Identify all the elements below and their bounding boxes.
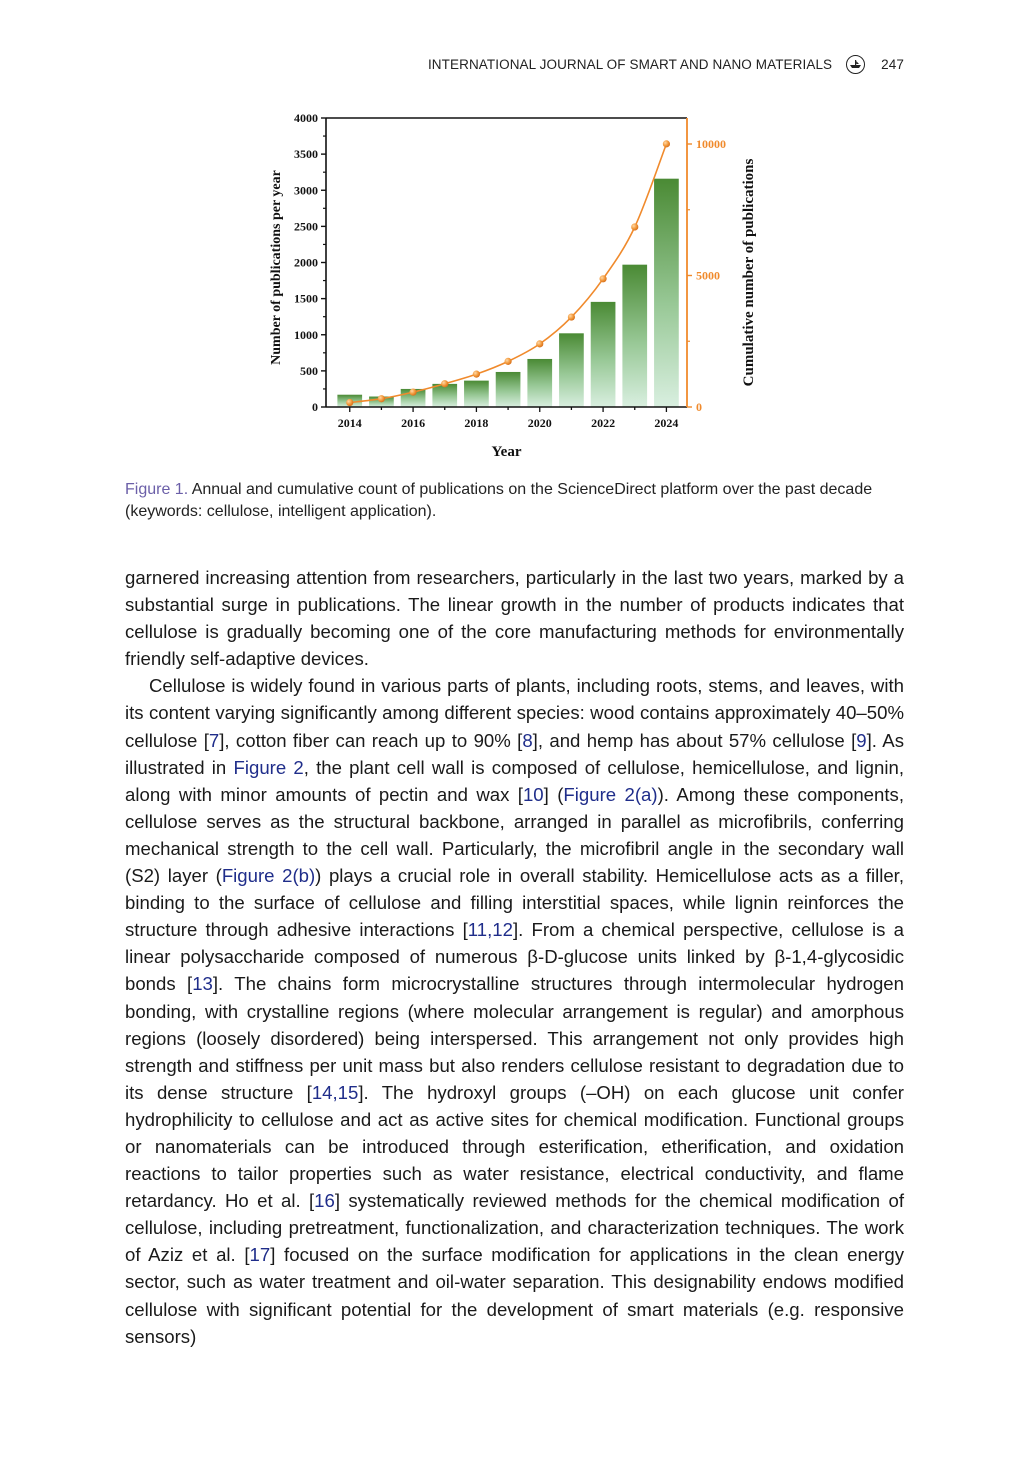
cumulative-point-2023 [631,223,638,230]
bar-2018 [464,381,489,407]
text: ], and hemp has about 57% cellulose [ [532,729,857,751]
cumulative-point-2021 [568,313,575,320]
page-number: 247 [881,57,904,72]
cumulative-point-2022 [599,275,606,282]
svg-text:0: 0 [312,400,318,414]
text: ) plays a crucial role in overall stability. Hemicellulose acts as a filler, binding to the surface of cellulose and filling interstitial spaces, while lignin reinforces the structure through adhesive interactions [ [125,865,905,941]
figure-caption [125,479,905,523]
bar-2017 [432,384,457,407]
text: garnered increasing attention from researchers, particularly in the last two years, marked by a substantial surge in publications. The linear growth in the number of products indicates that cellulose is gradually becoming one of the core manufacturing methods for environmentally friendly self-adaptive devices. [125,567,904,670]
bar-2019 [496,372,521,407]
svg-text:500: 500 [300,363,318,378]
svg-text:2020: 2020 [527,416,552,430]
bar-2022 [591,302,616,407]
cumulative-point-2020 [536,340,543,347]
cumulative-line-series [346,140,670,406]
x-axis-label: Year [491,444,522,460]
bar-2023 [622,265,647,407]
cumulative-point-2019 [504,358,511,365]
cumulative-point-2018 [473,371,480,378]
bar-2021 [559,333,584,407]
text: Cellulose is widely found in various parts of plants, including roots, stems, and leaves, with its content varying significantly among different species: wood contains approximately 40–50% cellulose [ [125,675,904,751]
svg-text:2024: 2024 [654,416,679,430]
svg-text:2000: 2000 [294,255,318,270]
svg-text:2018: 2018 [464,416,489,430]
cumulative-point-2016 [409,389,416,396]
cumulative-point-2015 [378,395,385,402]
figure-label: Figure 1. [125,481,189,498]
publisher-ship-logo-icon [846,55,865,74]
reference-link-9[interactable]: 9 [856,729,867,751]
text: , the plant cell wall is composed of cellulose, hemicellulose, and lignin, along with minor amounts of pectin and wax [ [125,756,905,805]
bar-series [337,179,678,407]
caption-text: Annual and cumulative count of publications on the ScienceDirect platform over the past decade (keywords: cellulose, intelligent application). [125,481,873,520]
text: ). Among these components, cellulose serves as the structural backbone, arranged in parallel as microfibrils, conferring mechanical strength to the cell wall. Particularly, the microfibril angle in the secondary wall (S2) layer ( [125,783,904,887]
svg-text:2500: 2500 [294,219,318,234]
reference-link-8[interactable]: 8 [522,729,533,751]
reference-link-13[interactable]: 13 [192,973,213,995]
paragraph-1 [125,564,904,672]
svg-text:3000: 3000 [294,183,318,198]
svg-text:3500: 3500 [294,147,318,162]
reference-link-7[interactable]: 7 [208,729,220,751]
journal-title: INTERNATIONAL JOURNAL OF SMART AND NANO MATERIALS [427,57,833,72]
article-body [125,564,904,1350]
y-axis-label: Number of publications per year [269,170,284,365]
svg-text:4000: 4000 [294,111,318,125]
svg-text:0: 0 [696,400,702,414]
svg-text:2022: 2022 [591,416,616,430]
bar-2020 [527,359,552,407]
text: ]. From a chemical perspective, cellulose is a linear polysaccharide composed of numerous β-D-glucose units linked by β-1,4-glycosidic bonds [ [125,919,904,995]
text: ] systematically reviewed methods for the chemical modification of cellulose, including pretreatment, functionalization, and characterization techniques. The work of Aziz et al. [ [125,1190,904,1266]
svg-text:1000: 1000 [294,327,318,342]
svg-text:1500: 1500 [294,291,318,306]
cumulative-point-2024 [663,140,670,147]
figure-2-link[interactable]: Figure 2 [233,756,304,778]
svg-text:5000: 5000 [696,268,720,283]
svg-text:2016: 2016 [401,416,426,430]
text: ] focused on the surface modification for applications in the clean energy sector, such as water treatment and oil-water separation. This designability endows modified cellulose with significant potential for the development of smart materials (e.g. responsive sensors) [125,1244,904,1347]
reference-link-10[interactable]: 10 [522,783,544,805]
figure-2a-link[interactable]: Figure 2(a) [563,783,658,805]
cumulative-point-2017 [441,380,448,387]
text: ], cotton fiber can reach up to 90% [ [219,729,523,751]
reference-link-16[interactable]: 16 [314,1190,335,1212]
figure-2b-link[interactable]: Figure 2(b) [221,865,316,887]
text: ] ( [543,783,564,805]
svg-text:10000: 10000 [696,137,726,151]
reference-link-14-15[interactable]: 14,15 [311,1081,359,1103]
text: ]. As illustrated in [125,729,905,778]
running-header [428,55,904,74]
y2-axis-label: Cumulative number of publications [741,158,757,387]
cumulative-point-2014 [346,399,353,406]
reference-link-11-12[interactable]: 11,12 [467,919,513,941]
text: ]. The chains form microcrystalline structures through intermolecular hydrogen bonding, with crystalline regions (where molecular arrangement is regular) and amorphous regions (loosely disordered) being interspersed. This arrangement not only provides high strength and stiffness per unit mass but also renders cellulose resistant to degradation due to its dense structure [ [125,973,904,1103]
svg-text:2014: 2014 [337,416,362,430]
chart-axes [269,111,757,460]
text: ]. The hydroxyl groups (–OH) on each glucose unit confer hydrophilicity to cellulose and act as active sites for chemical modification. Functional groups or nanomaterials can be introduced through esterification, etherification, and oxidation reactions to tailor properties such as water resistance, electrical conductivity, and flame retardancy. Ho et al. [ [125,1081,904,1212]
bar-2024 [654,179,679,407]
paragraph-2 [125,672,904,1349]
figure-1-chart [262,105,762,465]
reference-link-17[interactable]: 17 [249,1244,271,1266]
